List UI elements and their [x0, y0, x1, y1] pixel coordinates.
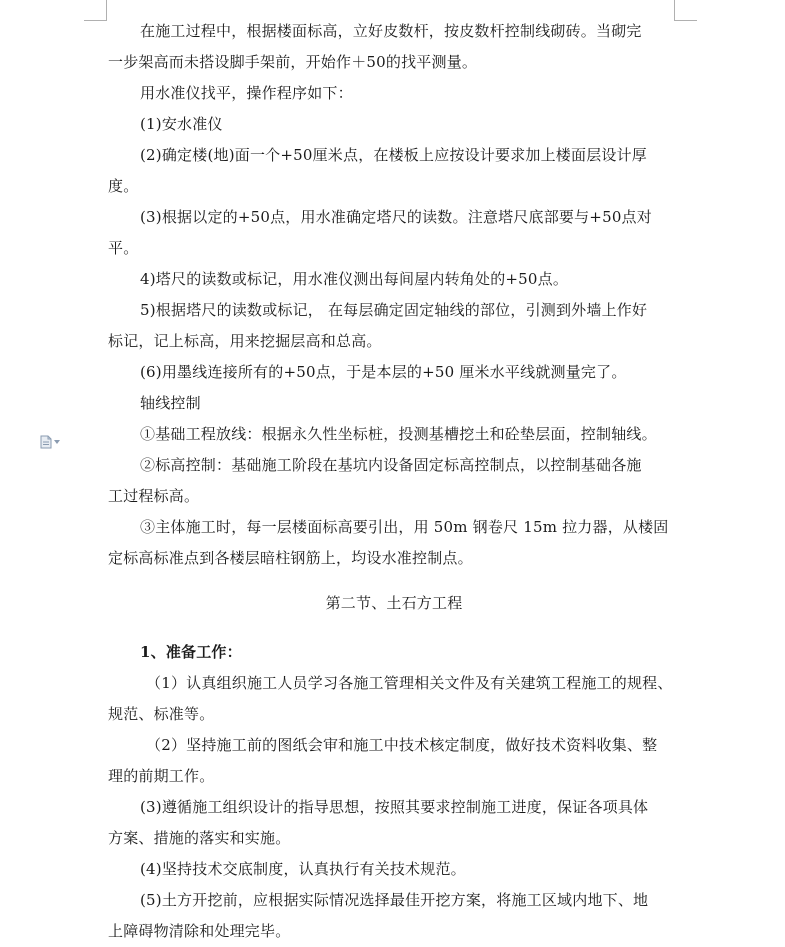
paragraph-line: (6)用墨线连接所有的+50点，于是本层的+50 厘米水平线就测量完了。 — [140, 363, 627, 381]
paragraph-line: 规范、标准等。 — [108, 705, 215, 723]
paragraph-line: 5)根据塔尺的读数或标记， 在每层确定固定轴线的部位，引测到外墙上作好 — [140, 301, 648, 319]
paragraph-options-button[interactable] — [40, 434, 66, 450]
paragraph-line: 轴线控制 — [140, 394, 201, 412]
section-title: 第二节、土石方工程 — [325, 594, 463, 612]
paragraph-line: 在施工过程中，根据楼面标高，立好皮数杆，按皮数杆控制线砌砖。当砌完 — [140, 22, 642, 40]
paragraph-line: 定标高标准点到各楼层暗柱钢筋上，均设水准控制点。 — [108, 549, 473, 567]
paragraph-line: ②标高控制：基础施工阶段在基坑内设备固定标高控制点，以控制基础各施 — [140, 456, 642, 474]
paragraph-line: 平。 — [108, 239, 139, 257]
paragraph-line: 标记，记上标高，用来挖掘层高和总高。 — [108, 332, 382, 350]
paragraph-line: （2）坚持施工前的图纸会审和施工中技术核定制度，做好技术资料收集、整 — [146, 736, 658, 754]
paragraph-line: 理的前期工作。 — [108, 767, 215, 785]
paragraph-line: 一步架高而未搭设脚手架前，开始作＋50的找平测量。 — [108, 53, 478, 71]
paragraph-line: (3)根据以定的+50点，用水准确定塔尺的读数。注意塔尺底部要与+50点对 — [140, 208, 652, 226]
chevron-down-icon — [54, 440, 60, 444]
paragraph-line: 用水准仪找平，操作程序如下： — [140, 84, 353, 102]
paragraph-line: (2)确定楼(地)面一个+50厘米点，在楼板上应按设计要求加上楼面层设计厚 — [140, 146, 648, 164]
paragraph-line: ①基础工程放线：根据永久性坐标桩，投测基槽挖土和砼垫层面，控制轴线。 — [140, 425, 657, 443]
paragraph-line: （1）认真组织施工人员学习各施工管理相关文件及有关建筑工程施工的规程、 — [146, 674, 673, 692]
paragraph-line: 方案、措施的落实和实施。 — [108, 829, 291, 847]
paragraph-line: 工过程标高。 — [108, 487, 200, 505]
paragraph-line: 度。 — [108, 177, 139, 195]
paragraph-line: ③主体施工时，每一层楼面标高要引出，用 50m 钢卷尺 15m 拉力器，从楼固 — [140, 518, 669, 536]
paragraph-line: (1)安水准仪 — [140, 115, 223, 133]
document-page — [108, 16, 680, 947]
subheading: 1、准备工作： — [140, 643, 242, 661]
paragraph-line: (5)土方开挖前，应根据实际情况选择最佳开挖方案，将施工区域内地下、地 — [140, 891, 649, 909]
paragraph-line: 上障碍物清除和处理完毕。 — [108, 922, 291, 940]
page-corner-top-left — [84, 0, 107, 21]
paragraph-line: (4)坚持技术交底制度，认真执行有关技术规范。 — [140, 860, 466, 878]
document-icon — [40, 435, 52, 449]
paragraph-line: (3)遵循施工组织设计的指导思想，按照其要求控制施工进度，保证各项具体 — [140, 798, 649, 816]
paragraph-line: 4)塔尺的读数或标记，用水准仪测出每间屋内转角处的+50点。 — [140, 270, 569, 288]
